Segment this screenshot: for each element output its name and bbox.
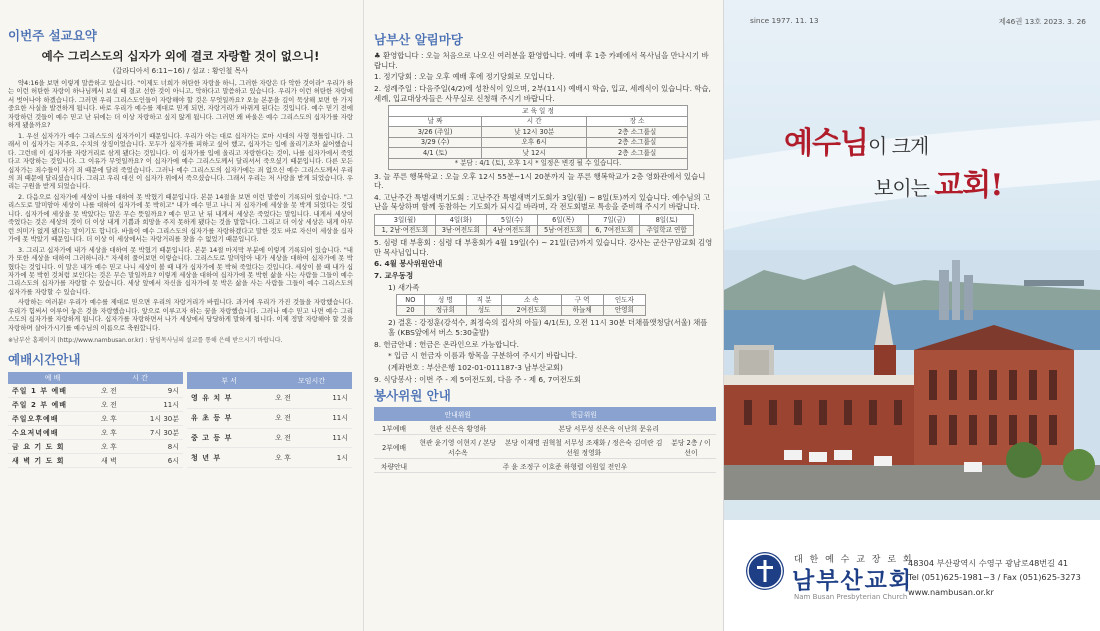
service-name: 새 벽 기 도 회: [8, 454, 97, 468]
slogan-part: 예수님: [784, 126, 868, 161]
vol-cell: 본당 이재명 권혁철 서무성 조재화 / 정은숙 김미란 김선원 정영화: [502, 435, 666, 459]
education-table: [388, 105, 688, 169]
prayer-group: 3남·여전도회: [435, 225, 486, 236]
col-time: 시 간: [97, 372, 183, 384]
vol-cell: 차량안내: [374, 459, 414, 473]
sermon-paragraph: 사랑하는 여러분! 우리가 예수를 제대로 믿으면 우리의 자랑거리가 바뀝니다. 과거에 우리가 가진 것들을 자랑했습니다. 우리가 힘써서 이루어 놓은 것을 자랑했습니다. 앞으로 이루고자 하는 꿈을 자랑했습니다. 그러나 예수 믿고 나면 예수 그리스도의 십자가를 자랑하게 됩니다. 십자가를 자랑하면서 나가 세상에서 당당하게 말하게 됩니다. 이제 정말 자랑해야 할 것을 자랑하며 살아가시기를 예수님의 이름으로 축원합니다.: [8, 298, 353, 332]
table-row: [8, 440, 183, 454]
table-row: [187, 408, 352, 428]
service-name: 주일 2 부 예배: [8, 398, 97, 412]
service-period: 새 벽: [97, 454, 131, 468]
col-meet: 모임시간: [271, 372, 352, 389]
vol-cell: 2부예배: [374, 435, 414, 459]
table-row: [389, 137, 688, 148]
dept-time: 11시: [312, 408, 352, 428]
prayer-group: 6, 7여전도회: [589, 225, 640, 236]
announcements: [374, 51, 713, 384]
prayer-group: 1, 2남·여전도회: [375, 225, 436, 236]
church-name-en: Nam Busan Presbyterian Church: [794, 593, 908, 601]
cover-panel: [723, 0, 1100, 631]
wedding-note: 2) 결혼 : 강정훈(강석수, 최정숙의 집사의 아들) 4/1(토), 오전 11시 30분 더채플앳청담(서울) 채플홀 (KBS앞에서 버스 5:30출발): [388, 318, 708, 337]
prayer-group: 주일학교 연합: [640, 225, 694, 236]
news-heading: 남부산 알림마당: [374, 32, 463, 47]
since-date: since 1977. 11. 13: [750, 16, 819, 25]
prayer-day: 5일(수): [486, 215, 537, 226]
edu-note: * 분담 : 4/1 (토), 오후 1시 * 일정은 변경 될 수 있습니다.: [389, 158, 688, 169]
new-members-label: 1) 새가족: [388, 282, 420, 292]
issue-number: 제46권 13호 2023. 3. 26: [998, 17, 1086, 26]
nm-cell: 안영희: [603, 305, 645, 316]
table-row: [8, 412, 183, 426]
edu-head: 장 소: [587, 116, 688, 127]
church-name: 남부산교회: [792, 568, 914, 594]
service-time: 7시 30분: [131, 426, 183, 440]
sermon-paragraph: 1. 우선 십자가가 예수 그리스도의 십자가이기 때문입니다. 우리가 아는 대로 십자가는 로마 시대의 사형 형틀입니다. 그래서 이 십자가는 저주요, 수치의 상징이었습니다. 모두가 십자가를 피하고 싶어 했고, 십자가는 입에 올리기조차 싫어했습니다. 그런데 이 십자가를 자랑거리로 삼게 됐다는 것입니다. 이 십자가를 입에 올리고 자랑한다는 것이, 나를 십자가에서 죽었다고 자랑하는 것입니다. 그 이유가 무엇일까요? 이 십자가에 예수 그리스도께서 달리셔서 죽으셨기 때문입니다. 다른 모든 십자가는 죄수들이 자기 죄 때문에 달려 죽었습니다. 그러나 예수 그리스도의 십자가에는 죄 없으신 예수 그리스도께서 우리의 죄 때문에 달리셨습니다. 그리고 우리 대신 이 십자가 위에서 죽으셨습니다. 그래서 우리는 저 사랑을 받게 되었습니다. 우리는 구원을 받게 되었습니다.: [8, 131, 353, 191]
sermon-paragraph: 약4:16을 보면 이렇게 말씀하고 있습니다. "이제도 너희가 허탄한 자랑을 하니, 그러한 자랑은 다 악한 것이라" 우리가 하는 이런 허탄한 자랑이 하나님께서 보실 때 결코 선한 것이 아니고, 악하다고 말씀하고 있습니다. 우리가 이런 허탄한 자랑에서 벗어나야 하겠습니다. 그러면 우리 그리스도인들이 자랑해야 할 것은 무엇일까요? 오늘 본문을 깊이 묵상해 보면 한 가지 중요한 사실을 발견하게 됩니다. 바로 우리가 예수를 제대로 믿게 되면, 자랑거리가 바뀌게 된다는 것입니다. 예수 믿기 전에 자랑하던 것들이 예수 믿고 난 뒤에는 더 이상 자랑하고 싶지 않게 됩니다. 그러면 왜 바울은 예수 그리스도의 십자가를 자랑하게 됐을까요?: [8, 79, 353, 130]
worship-table: [8, 372, 183, 468]
service-time: 11시: [131, 398, 183, 412]
table-row: [8, 454, 183, 468]
service-period: 오 전: [97, 384, 131, 398]
slogan-part: 이 크게: [867, 134, 929, 158]
prayer-day: 4일(화): [435, 215, 486, 226]
service-name: 주일 1 부 예배: [8, 384, 97, 398]
edu-cell: 2층 소그룹실: [587, 148, 688, 159]
table-row: [389, 148, 688, 159]
col-dept: 부 서: [187, 372, 271, 389]
prayer-group: 5남·여전도회: [538, 225, 589, 236]
edu-cell: 낮 12시: [482, 148, 587, 159]
address: 48304 부산광역시 수영구 광남로48번길 41: [908, 558, 1069, 568]
slogan-line-2: [874, 160, 1002, 204]
table-row: [8, 384, 183, 398]
denomination: 대 한 예 수 교 장 로 회: [794, 555, 914, 565]
edu-cell: 3/29 (수): [389, 137, 482, 148]
volunteer-table: [374, 407, 716, 473]
cover-header: [750, 16, 1086, 27]
offering-note: * 입금 시 헌금자 이름과 항목을 구분하여 주시기 바랍니다.: [388, 351, 578, 361]
nm-cell: 20: [397, 305, 425, 316]
prayer-day: 3일(월): [375, 215, 436, 226]
table-row: [8, 398, 183, 412]
dept-name: 유 초 등 부: [187, 408, 271, 428]
edu-cell: 4/1 (토): [389, 148, 482, 159]
service-name: 수요저녁예배: [8, 426, 97, 440]
announcement-2: 2. 성례주일 : 다음주일(4/2)에 성찬식이 있으며, 2부(11시) 예배시 학습, 입교, 세례식이 있습니다. 학습, 세례, 입교대상자들은 사무실로 신청해 주시기 바랍니다.: [374, 83, 711, 103]
dept-name: 중 고 등 부: [187, 428, 271, 448]
nm-head: 인도자: [603, 295, 645, 306]
edu-cell: 2층 소그룹실: [587, 127, 688, 138]
table-row: [187, 389, 352, 408]
slogan-part: 보이는: [874, 176, 935, 200]
prayer-day: 8일(토): [640, 215, 694, 226]
announcement-3: 3. 늘 푸른 행복학교 : 오늘 오후 12시 55분~1시 20분까지 늘 푸른 행복학교가 2층 영화관에서 있습니다.: [374, 171, 706, 191]
col-service: 예 배: [8, 372, 97, 384]
table-row: [374, 421, 716, 435]
nm-head: 성 명: [424, 295, 466, 306]
nm-head: 구 역: [561, 295, 603, 306]
dept-period: 오 전: [271, 428, 311, 448]
announcement-4: 4. 고난주간 특별새벽기도회 : 고난주간 특별새벽기도회가 3일(월) ~ 8일(토)까지 있습니다. 예수님의 고난을 묵상하며 함께 동참하는 기도회가 되시길 바라며, 각 전도회별로 특송을 준비해 주시기 바랍니다.: [374, 192, 711, 212]
nm-head: 직 분: [466, 295, 501, 306]
edu-cell: 3/26 (주일): [389, 127, 482, 138]
service-time: 8시: [131, 440, 183, 454]
dept-name: 청 년 부: [187, 448, 271, 468]
service-time: 9시: [131, 384, 183, 398]
announcement-9: 9. 식당봉사 : 이번 주 - 제 5여전도회, 다음 주 - 제 6, 7여전도회: [374, 374, 582, 384]
slogan-line-1: [784, 118, 928, 162]
table-row: [374, 435, 716, 459]
table-row: [389, 127, 688, 138]
table-row: [375, 225, 694, 236]
service-period: 오 후: [97, 412, 131, 426]
church-photo: [724, 250, 1100, 500]
table-row: [187, 428, 352, 448]
nm-cell: 성도: [466, 305, 501, 316]
slogan-part: 교회!: [934, 168, 1003, 203]
service-name: 금 요 기 도 회: [8, 440, 97, 454]
service-period: 오 후: [97, 440, 131, 454]
prayer-day: 7일(금): [589, 215, 640, 226]
service-period: 오 후: [97, 426, 131, 440]
service-period: 오 전: [97, 398, 131, 412]
sermon-subtitle: (갈라디아서 6:11~16) / 설교 : 황인철 목사: [112, 67, 249, 75]
announcement-8: 8. 헌금안내 : 헌금은 온라인으로 가능합니다.: [374, 339, 520, 349]
website-link[interactable]: www.nambusan.or.kr: [908, 586, 994, 597]
worship-schedule: [8, 372, 353, 468]
prayer-table: [374, 214, 694, 236]
service-time: 6시: [131, 454, 183, 468]
announcement-6: 6. 4월 봉사위원안내: [374, 259, 443, 269]
homepage-note: ※남부산 홈페이지 (http://www.nambusan.or.kr) : 담임목사님의 설교를 통해 은혜 받으시기 바랍니다.: [8, 337, 283, 345]
table-row: [8, 426, 183, 440]
sermon-paragraph: 3. 그리고 십자가에 내가 세상을 대하여 못 박혔기 때문입니다. 본문 14절 마지막 부분에 이렇게 기록되어 있습니다. "내가 또한 세상을 대하여 그러하니라." 자세히 풀어보면 이렇습니다. 그리스도로 말미암아 내가 세상을 대하여 십자가에 못 박혔다는 것입니다. 이 말은 내가 예수 믿고 나니 세상이 볼 때 내가 십자가에 못 박혀 죽었다는 것입니다. 세상이 볼 때 내가 십자가에 못 박힌 것처럼 보인다는 것은 무슨 말일까요? 이렇게 세상을 대하여 십자가에 못 박힌 삶을 사는 사람들 그들이 예수 그리스도의 십자가를 자랑할 수 있습니다. 세상 앞에서 자신을 십자가에 못 박은 삶을 사는 사람들 그들이 예수 그리스도의 십자가를 자랑할 수 있습니다.: [8, 245, 353, 296]
dept-time: 11시: [312, 389, 352, 408]
vol-cell: 본당 서무성 신은옥 이난희 문유리: [502, 421, 716, 435]
service-name: 주일오후예배: [8, 412, 97, 426]
worship-heading: 예배시간안내: [8, 352, 81, 368]
nm-head: NO: [397, 295, 425, 306]
dept-time: 1시: [312, 448, 352, 468]
vol-head: [666, 407, 716, 421]
vol-cell: 현관 윤기영 이현지 / 본당 서수옥: [414, 435, 502, 459]
sermon-title: 예수 그리스도의 십자가 외에 결코 자랑할 것이 없으니!: [41, 49, 320, 63]
vol-cell: 분당 2층 / 이선이: [666, 435, 716, 459]
nm-cell: 2여전도회: [502, 305, 561, 316]
sermon-body: [8, 79, 353, 332]
edu-cell: 오후 6시: [482, 137, 587, 148]
dept-name: 영 유 치 부: [187, 389, 271, 408]
phone-fax: Tel (051)625-1981~3 / Fax (051)625-3273: [908, 572, 1081, 583]
table-row: [397, 305, 646, 316]
dept-time: 11시: [312, 428, 352, 448]
department-table: [187, 372, 352, 468]
vol-head: 안내위원: [414, 407, 502, 421]
announcement-7: 7. 교우동정: [374, 271, 414, 280]
vol-head: 헌금위원: [502, 407, 666, 421]
table-row: [187, 448, 352, 468]
vol-head: [374, 407, 414, 421]
announcement-1: 1. 정기당회 : 오늘 오후 예배 후에 정기당회로 모입니다.: [374, 72, 555, 82]
volunteer-heading: 봉사위원 안내: [374, 388, 451, 404]
prayer-day: 6일(목): [538, 215, 589, 226]
table-row: [374, 459, 716, 473]
prayer-group: 4남·여전도회: [486, 225, 537, 236]
nm-head: 소 속: [502, 295, 561, 306]
sermon-panel: [0, 0, 363, 631]
dept-period: 오 전: [271, 389, 311, 408]
church-logo-icon: [746, 552, 784, 590]
new-member-table: [396, 294, 646, 316]
service-time: 1시 30분: [131, 412, 183, 426]
edu-head: 시 간: [482, 116, 587, 127]
dept-period: 오 전: [271, 408, 311, 428]
announcement-5: 5. 심령 대 부흥회 : 심령 대 부흥회가 4월 19일(수) ~ 21일(금)까지 있습니다. 강사는 군산구암교회 김영만 목사님입니다.: [374, 238, 713, 257]
edu-title: 교 육 일 정: [389, 106, 688, 117]
nm-cell: 하늘채: [561, 305, 603, 316]
account-number: (계좌번호 : 부산은행 102-01-011187-3 남부산교회): [388, 362, 563, 372]
church-footer: [724, 520, 1100, 631]
welcome-item: ♣ 환영합니다 : 오늘 처음으로 나오신 여러분을 환영합니다. 예배 후 1층 카페에서 목사님을 만나시기 바랍니다.: [374, 51, 709, 70]
sermon-paragraph: 2. 다음으로 십자가에 세상이 나를 대하여 못 박혔기 때문입니다. 본문 14절을 보면 이런 말씀이 기록되어 있습니다. "그리스도로 말미암아 세상이 나를 대하여 십자가에 못 박히고" 내가 예수 믿고 나니 저 십자가에 세상을 못 박게 되었다는 것입니다. 십자가에 세상을 못 박았다는 말은 무슨 뜻일까요? 예수 믿고 난 뒤 내게서 세상은 죽었다는 말입니다. 내게서 세상이 죽었다는 것은 세상의 것이 더 이상 내게 기쁨과 희망을 주지 못하게 됐다는 것을 말합니다. 그리고 더 이상 세상은 내게 아무런 의미가 없게 됐다는 말이기도 합니다. 바울이 예수 그리스도의 십자가를 자랑하겠다고 말한 것도 바로 자신이 세상을 십자가에 못 박았기 때문입니다. 더 이상 이 세상에서는 자랑거리를 찾을 수 없었기 때문입니다.: [8, 192, 353, 244]
vol-cell: 주 윤 조정구 이호준 하형렬 이원일 전인우: [414, 459, 716, 473]
dept-period: 오 후: [271, 448, 311, 468]
edu-head: 날 짜: [389, 116, 482, 127]
nm-cell: 정규희: [424, 305, 466, 316]
edu-cell: 2층 소그룹실: [587, 137, 688, 148]
vol-cell: 1부예배: [374, 421, 414, 435]
edu-cell: 낮 12시 30분: [482, 127, 587, 138]
news-panel: [363, 0, 723, 631]
sermon-heading: 이번주 설교요약: [8, 28, 97, 43]
contact-info: [908, 556, 1081, 599]
vol-cell: 현관 신은옥 황영하: [414, 421, 502, 435]
